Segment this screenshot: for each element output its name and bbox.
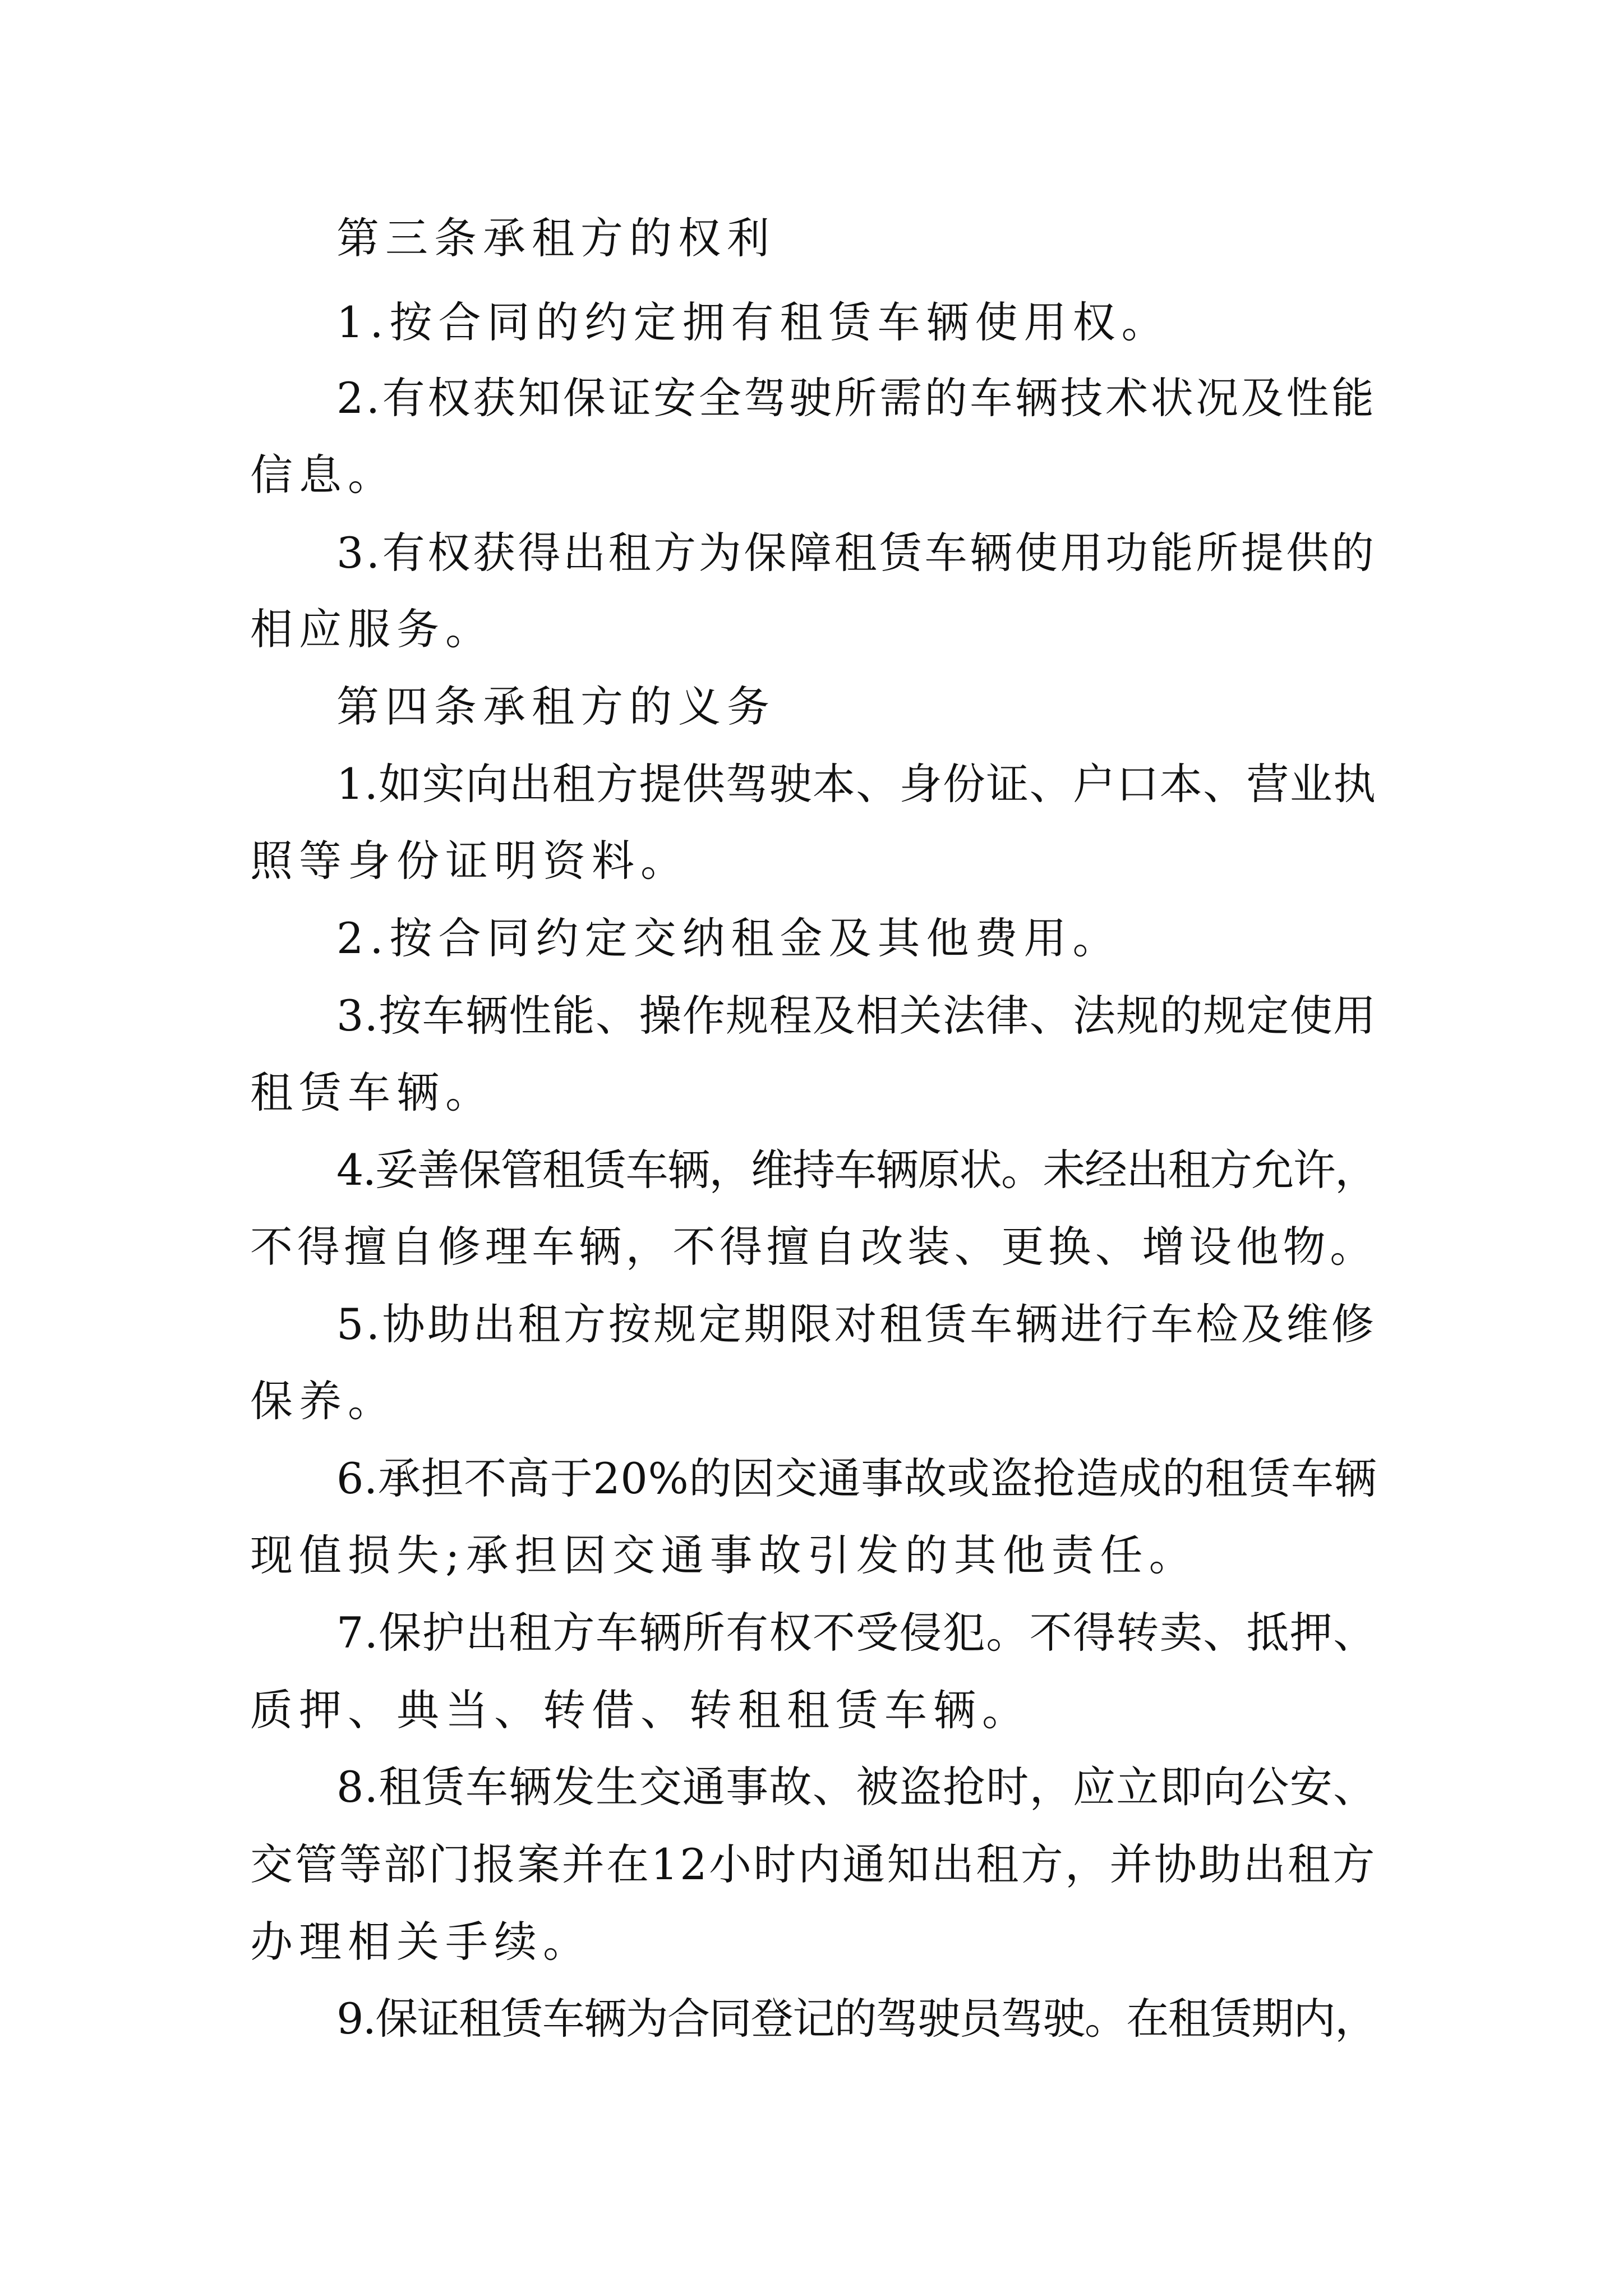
section-heading-lessee-rights: 第三条承租方的权利 [336, 213, 776, 263]
rights-item-2-continued: 信息。 [250, 450, 396, 500]
rights-item-1: 1.按合同的约定拥有租赁车辆使用权。 [336, 297, 1170, 347]
duties-item-8: 8.租赁车辆发生交通事故、被盗抢时，应立即向公安、 [336, 1762, 1377, 1812]
duties-item-1: 1.如实向出租方提供驾驶本、身份证、户口本、营业执 [336, 759, 1377, 809]
duties-item-3: 3.按车辆性能、操作规程及相关法律、法规的规定使用 [336, 991, 1377, 1041]
duties-item-2: 2.按合同约定交纳租金及其他费用。 [336, 913, 1122, 963]
duties-item-7-continued: 质押、典当、转借、转租租赁车辆。 [250, 1685, 1031, 1735]
rights-item-2: 2.有权获知保证安全驾驶所需的车辆技术状况及性能 [336, 373, 1377, 423]
rights-item-3: 3.有权获得出租方为保障租赁车辆使用功能所提供的 [336, 528, 1377, 578]
duties-item-3-continued: 租赁车辆。 [250, 1068, 494, 1117]
duties-item-5-continued: 保养。 [250, 1376, 396, 1426]
duties-item-5: 5.协助出租方按规定期限对租赁车辆进行车检及维修 [336, 1299, 1377, 1349]
duties-item-4-continued: 不得擅自修理车辆，不得擅自改装、更换、增设他物。 [250, 1222, 1377, 1272]
duties-item-7: 7.保护出租方车辆所有权不受侵犯。不得转卖、抵押、 [336, 1608, 1377, 1658]
duties-item-8-continued-2: 办理相关手续。 [250, 1917, 592, 1967]
duties-item-9: 9.保证租赁车辆为合同登记的驾驶员驾驶。在租赁期内， [336, 1994, 1377, 2044]
rights-item-3-continued: 相应服务。 [250, 604, 494, 654]
duties-item-8-continued-1: 交管等部门报案并在12小时内通知出租方，并协助出租方 [250, 1839, 1377, 1889]
duties-item-6: 6.承担不高于20%的因交通事故或盗抢造成的租赁车辆 [336, 1453, 1377, 1503]
duties-item-1-continued: 照等身份证明资料。 [250, 836, 689, 886]
duties-item-6-continued: 现值损失;承担因交通事故引发的其他责任。 [250, 1530, 1198, 1580]
section-heading-lessee-duties: 第四条承租方的义务 [336, 682, 776, 731]
duties-item-4: 4.妥善保管租赁车辆，维持车辆原状。未经出租方允许， [336, 1145, 1377, 1195]
